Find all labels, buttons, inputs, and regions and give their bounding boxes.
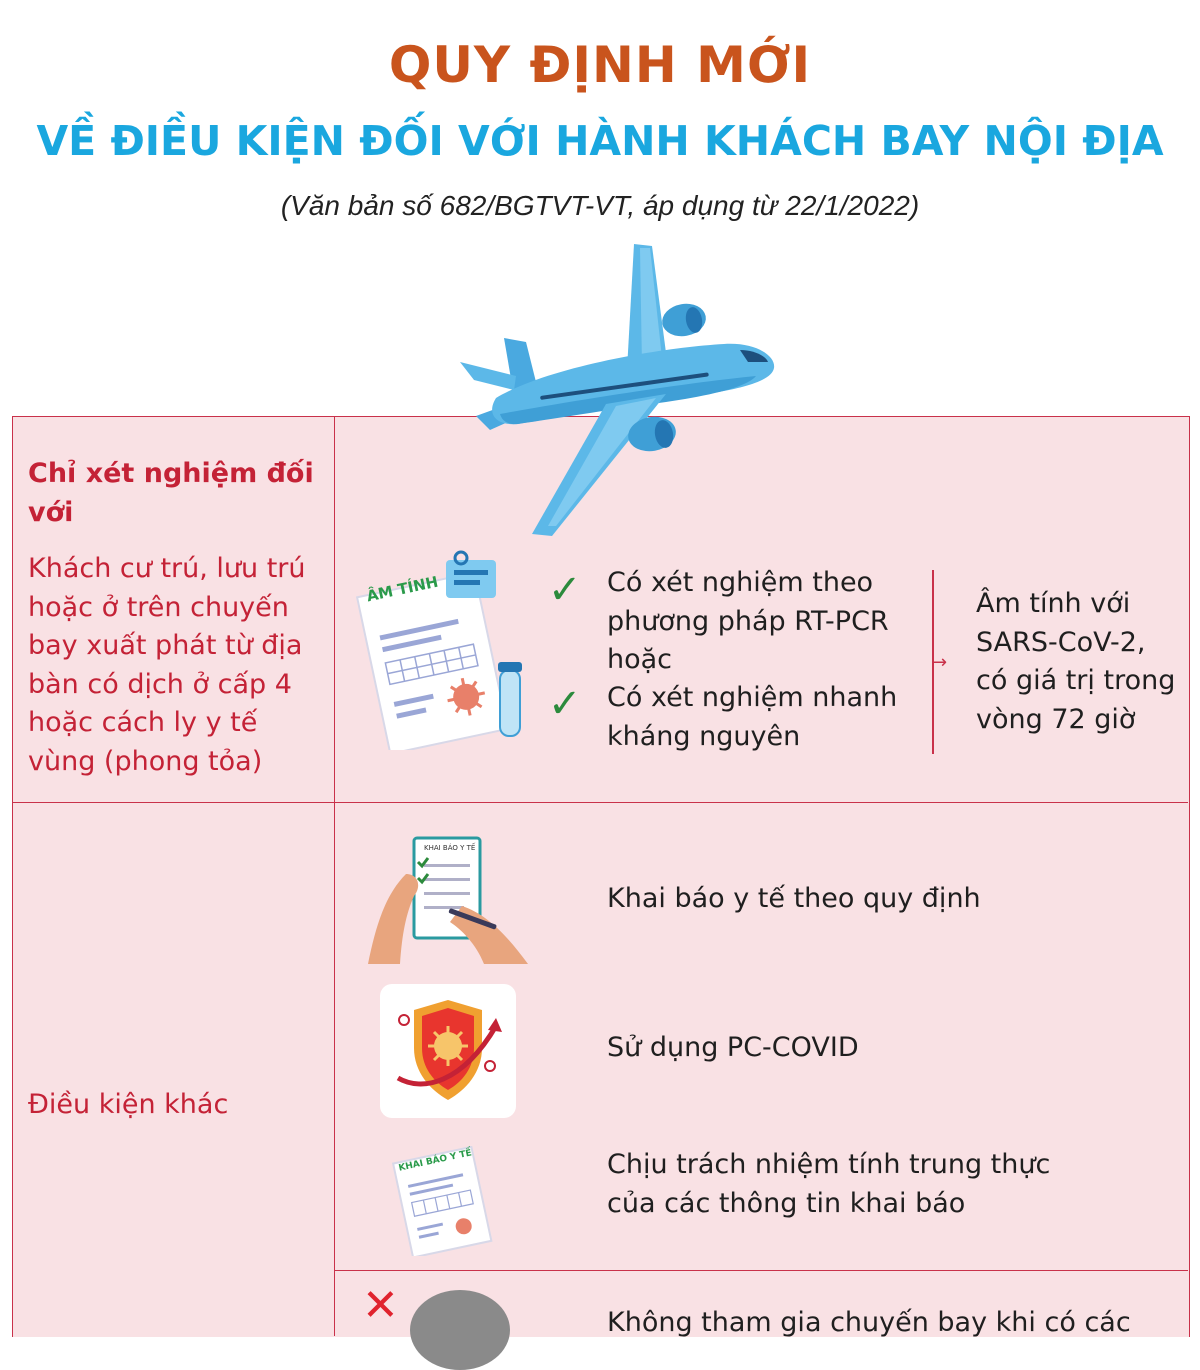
test-doc-label: ÂM TÍNH xyxy=(364,572,440,606)
title-line-1: QUY ĐỊNH MỚI xyxy=(388,36,812,94)
table-row-divider xyxy=(334,1270,1188,1271)
item-pc-covid: Sử dụng PC-COVID xyxy=(607,1032,859,1063)
subtitle: (Văn bản số 682/BGTVT-VT, áp dụng từ 22/1/2022) xyxy=(280,190,920,221)
item-no-flight: Không tham gia chuyến bay khi có các xyxy=(607,1307,1131,1338)
table-column-divider xyxy=(334,416,335,1336)
check-icon: ✓ xyxy=(548,567,582,613)
check-icon: ✓ xyxy=(548,681,582,727)
row1-heading: Chỉ xét nghiệm đối với xyxy=(28,458,314,528)
row2-heading: Điều kiện khác xyxy=(28,1089,229,1120)
item-health-declaration: Khai báo y tế theo quy định xyxy=(607,883,981,914)
result-text: Âm tính với SARS-CoV-2, có giá trị trong vòng 72 giờ xyxy=(976,588,1176,735)
airplane-icon xyxy=(456,238,786,538)
symptom-avatar xyxy=(410,1290,510,1370)
declaration-label: KHAI BÁO Y TẾ xyxy=(397,1148,473,1174)
option-rapid-antigen: Có xét nghiệm nhanh kháng nguyên xyxy=(607,682,898,752)
pc-covid-shield-icon xyxy=(392,996,506,1106)
cross-icon: ✕ xyxy=(362,1280,399,1331)
table-row-divider xyxy=(12,802,1188,803)
declaration-document-icon xyxy=(388,1146,498,1256)
option-rt-pcr: Có xét nghiệm theo phương pháp RT-PCR hoặc xyxy=(607,567,889,675)
arrow-right-icon: → xyxy=(932,652,948,673)
test-result-document-icon xyxy=(356,550,536,750)
row1-description: Khách cư trú, lưu trú hoặc ở trên chuyến bay xuất phát từ địa bàn có dịch ở cấp 4 hoặc cách ly y tế vùng (phong tỏa) xyxy=(28,553,306,777)
declaration-label: KHAI BÁO Y TẾ xyxy=(424,844,476,852)
item-responsibility: Chịu trách nhiệm tính trung thực của các thông tin khai báo xyxy=(607,1149,1051,1219)
health-declaration-icon xyxy=(366,834,530,970)
title-line-2: VỀ ĐIỀU KIỆN ĐỐI VỚI HÀNH KHÁCH BAY NỘI ĐỊA xyxy=(36,117,1164,165)
